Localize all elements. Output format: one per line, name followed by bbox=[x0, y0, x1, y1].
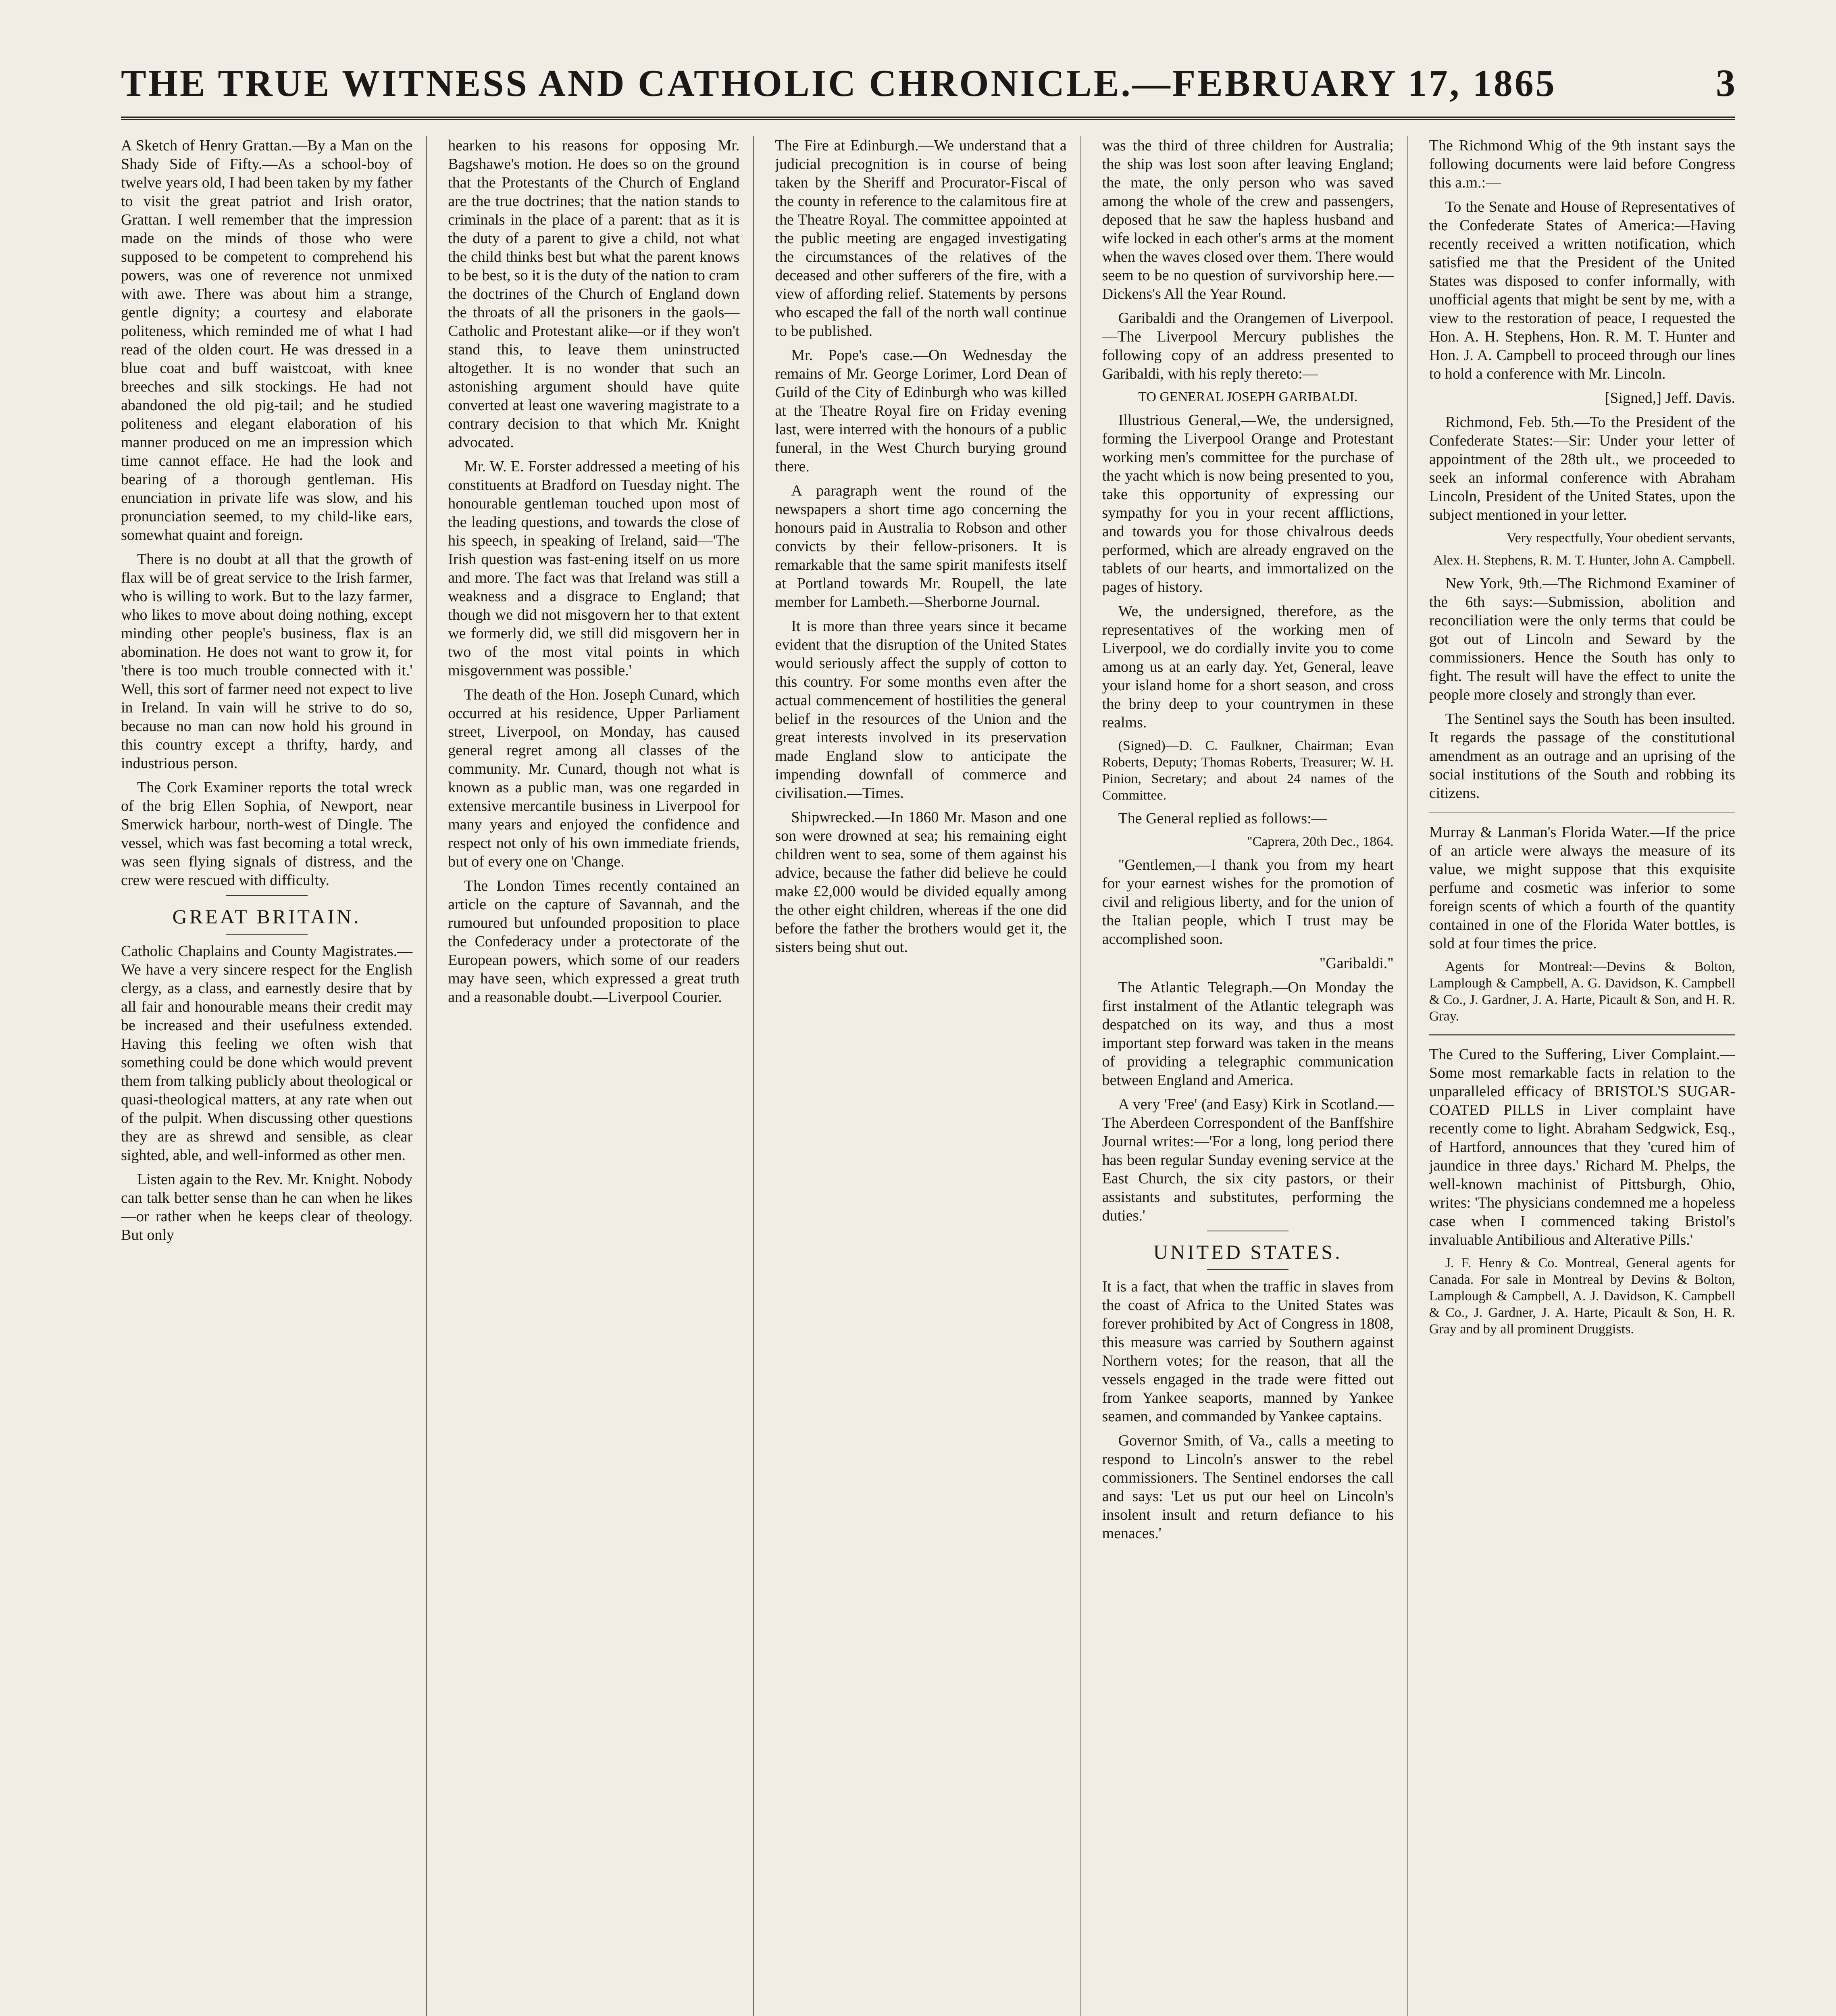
article-richmond-whig: The Richmond Whig of the 9th instant says the following documents were laid before Congress this a.m.:— bbox=[1429, 137, 1735, 191]
address-invitation: We, the undersigned, therefore, as the representatives of the working men of Liverpool, we do cordially invite you to come among us at an early day. Yet, General, leave your island home for a short season, and cross the briny deep to your countrymen in these realms. bbox=[1102, 603, 1394, 731]
article-australia-wreck: was the third of three children for Australia; the ship was lost soon after leaving England; the mate, the only person who was saved among the whole of the crew and passengers, deposed that he saw the hapless husband and wife locked in each other's arms at the moment when the waves closed over them. There would seem to be no question of survivorship here.—Dickens's All the Year Round. bbox=[1102, 137, 1394, 302]
divider bbox=[226, 934, 307, 935]
columns bbox=[121, 136, 1735, 2016]
masthead bbox=[121, 60, 1735, 120]
newspaper-title: THE TRUE WITNESS AND CATHOLIC CHRONICLE.—FEBRUARY 17, 1865 bbox=[121, 62, 1557, 104]
davis-message: To the Senate and House of Representatives of the Confederate States of America:—Having recently received a written notification, which satisfied me that the President of the United States was disposed to confer informally, with unofficial agents that might be sent by me, with a view to the restoration of peace, I requested the Hon. A. H. Stephens, Hon. R. M. T. Hunter and Hon. J. A. Campbell to proceed through our lines to hold a conference with Mr. Lincoln. bbox=[1429, 198, 1735, 382]
article-brig-wreck: The Cork Examiner reports the total wreck of the brig Ellen Sophia, of Newport, near Smerwick harbour, north-west of Dingle. The vessel, which was fast becoming a total wreck, was seen flying signals of distress, and the crew were rescued with difficulty. bbox=[121, 779, 413, 889]
article-cunard-death: The death of the Hon. Joseph Cunard, which occurred at his residence, Upper Parliament street, Liverpool, on Monday, has caused general regret among all classes of the community. Mr. Cunard, though not what is known as a public man, was one regarded in extensive mercantile business in Liverpool for many years and enjoyed the confidence and respect not only of his own immediate friends, but of every one on 'Change. bbox=[448, 686, 740, 870]
commissioners-report: Richmond, Feb. 5th.—To the President of the Confederate States:—Sir: Under your letter of appointment of the 28th ult., we proceeded to seek an informal conference with Abraham Lincoln, President of the United States, upon the subject mentioned in your letter. bbox=[1429, 414, 1735, 523]
section-heading-great-britain: GREAT BRITAIN. bbox=[172, 905, 361, 928]
column-5 bbox=[1429, 136, 1735, 2016]
garibaldi-reply-intro: The General replied as follows:— bbox=[1118, 810, 1327, 827]
article-roupell-portland: A paragraph went the round of the newspapers a short time ago concerning the honours paid in Australia to Robson and other convicts by their fellow-prisoners. It is remarkable that the same spirit manifests itself at Portland towards Mr. Roupell, the late member for Lambeth.—Sherborne Journal. bbox=[775, 482, 1067, 610]
article-grattan-sketch: A Sketch of Henry Grattan.—By a Man on the Shady Side of Fifty.—As a school-boy of twelve years old, I had been taken by my father to visit the great patriot and Irish orator, Grattan. I well remember that the impression made on the minds of those who were supposed to be competent to comprehend his powers, was one of reverence not unmixed with awe. There was about him a strange, gentle dignity; a courtesy and elaborate politeness, which reminded me of what I had read of the olden court. He was dressed in a blue coat and buff waistcoat, with knee breeches and silk stockings. He had not abandoned the old pig-tail; and he studied politeness and elegant elaboration of his manner produced on me an impression which time cannot efface. He had the look and bearing of a thorough gentleman. His enunciation in private life was slow, and his pronunciation seemed, to my child-like ears, somewhat quaint and foreign. bbox=[121, 137, 413, 544]
article-flax-growth: There is no doubt at all that the growth of flax will be of great service to the Irish farmer, who is willing to work. But to the lazy farmer, who likes to move about doing nothing, except minding other people's business, flax is an abomination. He does not want to grow it, for 'there is too much trouble connected with it.' Well, this sort of farmer need not expect to live in Ireland. In vain will he strive to do so, because no man can now hold his ground in this country except a thrifty, hardy, and industrious person. bbox=[121, 551, 413, 772]
garibaldi-reply-date: "Caprera, 20th Dec., 1864. bbox=[1247, 834, 1394, 849]
report-closing: Very respectfully, Your obedient servants, bbox=[1506, 531, 1735, 546]
address-heading: TO GENERAL JOSEPH GARIBALDI. bbox=[1138, 389, 1358, 404]
page-number: 3 bbox=[1716, 61, 1735, 104]
article-slave-trade: It is a fact, that when the traffic in slaves from the coast of Africa to the United States was forever prohibited by Act of Congress in 1808, this measure was carried by Southern against Northern votes; for the reason, that all the vessels engaged in the trade were fitted out from Yankee seaports, manned by Yankee seamen, and commanded by Yankee captains. bbox=[1102, 1278, 1394, 1425]
article-governor-smith: Governor Smith, of Va., calls a meeting to respond to Lincoln's answer to the rebel commissioners. The Sentinel endorses the call and says: 'Let us put our heel on Lincoln's insolent insult and return defiance to his menaces.' bbox=[1102, 1432, 1394, 1542]
commissioners-signatures: Alex. H. Stephens, R. M. T. Hunter, John A. Campbell. bbox=[1433, 553, 1735, 568]
divider bbox=[226, 895, 307, 896]
article-forster-bradford: Mr. W. E. Forster addressed a meeting of his constituents at Bradford on Tuesday night. The honourable gentleman touched upon most of the leading questions, and towards the close of his speech, in speaking of Ireland, said—'The Irish question was fast-ening itself on us more and more. The fact was that Ireland was still a weakness and a disgrace to England; that though we did not misgovern her to that extent we formerly did, we still did misgovern her in two of the most vital points in which misgovernment was possible.' bbox=[448, 458, 740, 679]
article-garibaldi-orangemen: Garibaldi and the Orangemen of Liverpool.—The Liverpool Mercury publishes the following copy of an address presented to Garibaldi, with his reply thereto:— bbox=[1102, 310, 1394, 382]
davis-signature: [Signed,] Jeff. Davis. bbox=[1605, 389, 1735, 406]
column-2 bbox=[448, 136, 754, 2016]
divider bbox=[1429, 1034, 1735, 1035]
article-cotton-supply: It is more than three years since it became evident that the disruption of the United States would seriously affect the supply of cotton to this country. For some months even after the actual commencement of hostilities the general belief in the resources of the Union and the great interests involved in its preservation made England slow to anticipate the impending downfall of commerce and civilisation.—Times. bbox=[775, 618, 1067, 802]
divider bbox=[1207, 1269, 1289, 1270]
address-body: Illustrious General,—We, the undersigned, forming the Liverpool Orange and Protestant working men's committee for the purchase of the yacht which is now being presented to you, take this opportunity of expressing our sympathy for you in your recent afflictions, and towards you for those chivalrous deeds performed, which are already engraved on the tablets of our hearts, and immortalized on the pages of history. bbox=[1102, 412, 1394, 596]
article-london-times: The London Times recently contained an article on the capture of Savannah, and the rumoured but unfounded proposition to place the Confederacy under a protectorate of the European powers, which some of our readers may have seen, which expressed a great truth and a reasonable doubt.—Liverpool Courier. bbox=[448, 877, 740, 1006]
article-rev-knight: Listen again to the Rev. Mr. Knight. Nobody can talk better sense than he can when he likes—or rather when he keeps clear of theology. But only bbox=[121, 1171, 413, 1243]
garibaldi-reply: "Gentlemen,—I thank you from my heart for your earnest wishes for the promotion of civil and religious liberty, and for the union of the Italian people, which I trust may be accomplished soon. bbox=[1102, 856, 1394, 948]
article-catholic-chaplains: Catholic Chaplains and County Magistrates.—We have a very sincere respect for the English clergy, as a class, and earnestly desire that by all fair and honourable means their credit may be increased and their usefulness extended. Having this feeling we often wish that something could be done which would prevent them from talking publicly about theological or quasi-theological matters, at any rate when out of the pulpit. When discussing other questions they are as shrewd and sensible, as clear sighted, able, and well-informed as other men. bbox=[121, 943, 413, 1164]
article-lorimer-funeral: Mr. Pope's case.—On Wednesday the remains of Mr. George Lorimer, Lord Dean of Guild of the City of Edinburgh who was killed at the Theatre Royal fire on Friday evening last, were interred with the honours of a public funeral, in the West Church burying ground there. bbox=[775, 347, 1067, 475]
article-free-kirk: A very 'Free' (and Easy) Kirk in Scotland.—The Aberdeen Correspondent of the Banffshire Journal writes:—'For a long, long period there has been regular Sunday evening service at the East Church, the six city pastors, or their assistants and substitutes, performing the duties.' bbox=[1102, 1096, 1394, 1224]
address-signatories: (Signed)—D. C. Faulkner, Chairman; Evan Roberts, Deputy; Thomas Roberts, Treasurer; W. H. Pinion, Secretary; and about 24 names of the Committee. bbox=[1102, 738, 1394, 803]
garibaldi-signature: "Garibaldi." bbox=[1319, 955, 1394, 972]
article-richmond-examiner: New York, 9th.—The Richmond Examiner of the 6th says:—Submission, abolition and reconciliation were the only terms that could be got out of Lincoln and Seward by the commissioners. Hence the South has only to fight. The result will have the effect to unite the people more closely and strongly than ever. bbox=[1429, 575, 1735, 703]
article-sentinel: The Sentinel says the South has been insulted. It regards the passage of the constitutional amendment as an outrage and an uprising of the social institutions of the South and robbing its citizens. bbox=[1429, 710, 1735, 802]
article-edinburgh-fire: The Fire at Edinburgh.—We understand that a judicial precognition is in course of being taken by the Sheriff and Procurator-Fiscal of the county in reference to the calamitous fire at the Theatre Royal. The committee appointed at the public meeting are engaged investigating the circumstances of the relatives of the deceased and other sufferers of the fire, with a view of affording relief. Statements by persons who escaped the fall of the north wall continue to be published. bbox=[775, 137, 1067, 339]
section-heading-united-states: UNITED STATES. bbox=[1153, 1241, 1343, 1263]
article-atlantic-telegraph: The Atlantic Telegraph.—On Monday the first instalment of the Atlantic telegraph was despatched on its way, and thus a most important step forward was taken in the means of providing a telegraphic communication between England and America. bbox=[1102, 979, 1394, 1089]
ad-bristol-pills-agents: J. F. Henry & Co. Montreal, General agents for Canada. For sale in Montreal by Devins & Bolton, Lamplough & Campbell, A. J. Davidson, K. Campbell & Co., J. Gardner, J. A. Harte, Picault & Son, H. R. Gray and by all prominent Druggists. bbox=[1429, 1256, 1735, 1337]
column-3 bbox=[775, 136, 1081, 2016]
column-4 bbox=[1102, 136, 1408, 2016]
article-bagshawe-motion: hearken to his reasons for opposing Mr. Bagshawe's motion. He does so on the ground that the Protestants of the Church of England are the true doctrines; that the nation stands to criminals in the place of a parent: that as it is the duty of a parent to give a child, not what the child thinks best but what the parent knows to be best, so it is the duty of the nation to cram the doctrines of the Church of England down the throats of all the prisoners in the gaols—Catholic and Protestant alike—or if they won't stand this, to leave them uninstructed altogether. It is no wonder that such an astonishing argument should have quite converted at least one wavering magistrate to a contrary decision to that which Mr. Knight advocated. bbox=[448, 137, 740, 451]
ad-bristol-pills: The Cured to the Suffering, Liver Complaint.—Some most remarkable facts in relation to the unparalleled efficacy of BRISTOL'S SUGAR-COATED PILLS in Liver complaint have recently come to light. Abraham Sedgwick, Esq., of Hartford, announces that they 'cured him of jaundice in three days.' Richard M. Phelps, the well-known machinist of Pittsburgh, Ohio, writes: 'The physicians condemned me a hopeless case when I commenced taking Bristol's invaluable Antibilious and Alterative Pills.' bbox=[1429, 1046, 1735, 1248]
column-1 bbox=[121, 136, 427, 2016]
ad-florida-water-agents: Agents for Montreal:—Devins & Bolton, Lamplough & Campbell, A. G. Davidson, K. Campbell & Co., J. Gardner, J. A. Harte, Picault & Son, and H. R. Gray. bbox=[1429, 959, 1735, 1024]
article-shipwrecked: Shipwrecked.—In 1860 Mr. Mason and one son were drowned at sea; his remaining eight children went to sea, some of them against his advice, because the father did believe he could make £2,000 would be divided equally among the other eight children, whereas if the one did before the father the brothers would get it, the sisters being shut out. bbox=[775, 809, 1067, 956]
divider bbox=[1429, 812, 1735, 813]
ad-florida-water: Murray & Lanman's Florida Water.—If the price of an article were always the measure of its value, we might suppose that this exquisite perfume and cosmetic was inferior to some foreign scents of which a fourth of the quantity contained in one of the Florida Water bottles, is sold at four times the price. bbox=[1429, 824, 1735, 952]
